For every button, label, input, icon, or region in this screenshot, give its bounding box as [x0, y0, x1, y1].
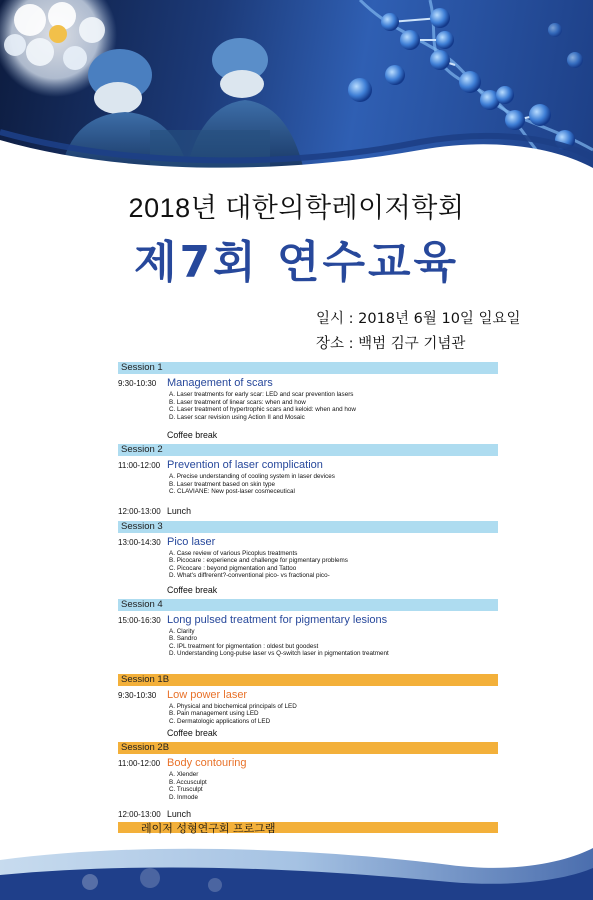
lecture-item: B. Accusculpt	[169, 778, 207, 786]
event-subtitle: 2018년 대한의학레이저학회	[128, 193, 465, 223]
session-topic: Long pulsed treatment for pigmentary lesions	[167, 613, 388, 626]
session-row	[118, 689, 498, 701]
lecture-list	[169, 391, 498, 421]
session-row	[118, 536, 498, 548]
session-header: Session 2B	[118, 742, 498, 754]
event-date: 일시 : 2018년 6월 10일 일요일	[316, 311, 521, 327]
lecture-list	[169, 771, 498, 801]
lecture-item: C. Picocare : beyond pigmentation and Tattoo	[169, 564, 297, 572]
session-topic: Body contouring	[167, 757, 247, 769]
session-topic: Prevention of laser complication	[167, 459, 323, 471]
session-topic: Low power laser	[167, 688, 248, 701]
header-banner-image	[0, 0, 593, 175]
footer-program-label: 레이저 성형연구회 프로그램	[141, 822, 276, 835]
lecture-item: C. IPL treatment for pigmentation : oldest but goodest	[169, 642, 319, 650]
lecture-item: D. Understanding Long-pulse laser vs Q-switch laser in pigmentation treatment	[169, 650, 389, 657]
lecture-item: D. Inmode	[169, 793, 199, 801]
lecture-item: C. Trusculpt	[169, 786, 203, 793]
session-header: Session 1B	[118, 674, 498, 686]
lunch-row	[118, 809, 498, 819]
lecture-item: B. Laser treatment of linear scars: when and how	[169, 398, 306, 406]
lecture-list	[169, 703, 498, 726]
lecture-item: A. Clarity	[169, 627, 195, 635]
lunch-time: 12:00-13:00	[118, 506, 161, 516]
lecture-item: C. Dermatologic applications of LED	[169, 717, 271, 725]
banner-artwork	[0, 0, 593, 175]
lecture-item: B. Laser treatment based on skin type	[169, 480, 276, 488]
lecture-item: D. Laser scar revision using Action II and Mosaic	[169, 413, 305, 421]
session-header: Session 1	[118, 362, 498, 374]
session-time: 9:30-10:30	[118, 690, 157, 700]
footer-wave-image	[0, 830, 593, 900]
coffee-break: Coffee break	[167, 728, 218, 738]
lecture-list	[169, 550, 498, 580]
session-topic: Management of scars	[167, 377, 273, 389]
coffee-break: Coffee break	[167, 430, 218, 440]
lecture-item: D. What's diffrerent?-conventional pico- vs fractional pico-	[169, 572, 330, 579]
session-time: 11:00-12:00	[118, 461, 161, 470]
event-title: 제7회 연수교육	[134, 237, 459, 288]
lunch-label: Lunch	[167, 505, 191, 516]
session-header: Session 4	[118, 599, 498, 611]
lunch-label: Lunch	[167, 809, 191, 819]
session-row	[118, 459, 498, 471]
session-header: Session 2	[118, 444, 498, 456]
lecture-item: A. Case review of various Picoplus treatments	[169, 549, 298, 557]
lecture-item: B. Picocare : experience and challenge for pigmentary problems	[169, 557, 348, 564]
lecture-item: C. CLAVIANE: New post-laser cosmeceutical	[169, 488, 295, 495]
event-venue: 장소 : 백범 김구 기념관	[316, 336, 466, 352]
lecture-item: B. Sandro	[169, 635, 198, 642]
session-row	[118, 757, 498, 769]
program-schedule	[118, 362, 498, 833]
session-time: 13:00-14:30	[118, 537, 161, 547]
session-row	[118, 614, 498, 626]
session-row	[118, 377, 498, 389]
lecture-item: A. Xlender	[169, 771, 199, 778]
coffee-break: Coffee break	[167, 584, 218, 595]
lunch-row	[118, 506, 498, 516]
session-time: 15:00-16:30	[118, 615, 161, 625]
session-topic: Pico laser	[167, 535, 216, 548]
lecture-item: A. Laser treatments for early scar: LED and scar prevention lasers	[169, 391, 354, 398]
session-time: 9:30-10:30	[118, 379, 157, 388]
footer-wave-artwork	[0, 830, 593, 900]
lecture-item: C. Laser treatment of hypertrophic scars and keloid: when and how	[169, 406, 356, 413]
session-time: 11:00-12:00	[118, 759, 161, 768]
lunch-time: 12:00-13:00	[118, 810, 161, 819]
lecture-item: B. Pain management using LED	[169, 710, 259, 717]
lecture-item: A. Precise understanding of cooling system in laser devices	[169, 473, 335, 480]
lecture-list	[169, 628, 498, 658]
lecture-list	[169, 473, 498, 496]
lecture-item: A. Physical and biochemical principals of LED	[169, 702, 297, 710]
session-header: Session 3	[118, 521, 498, 533]
